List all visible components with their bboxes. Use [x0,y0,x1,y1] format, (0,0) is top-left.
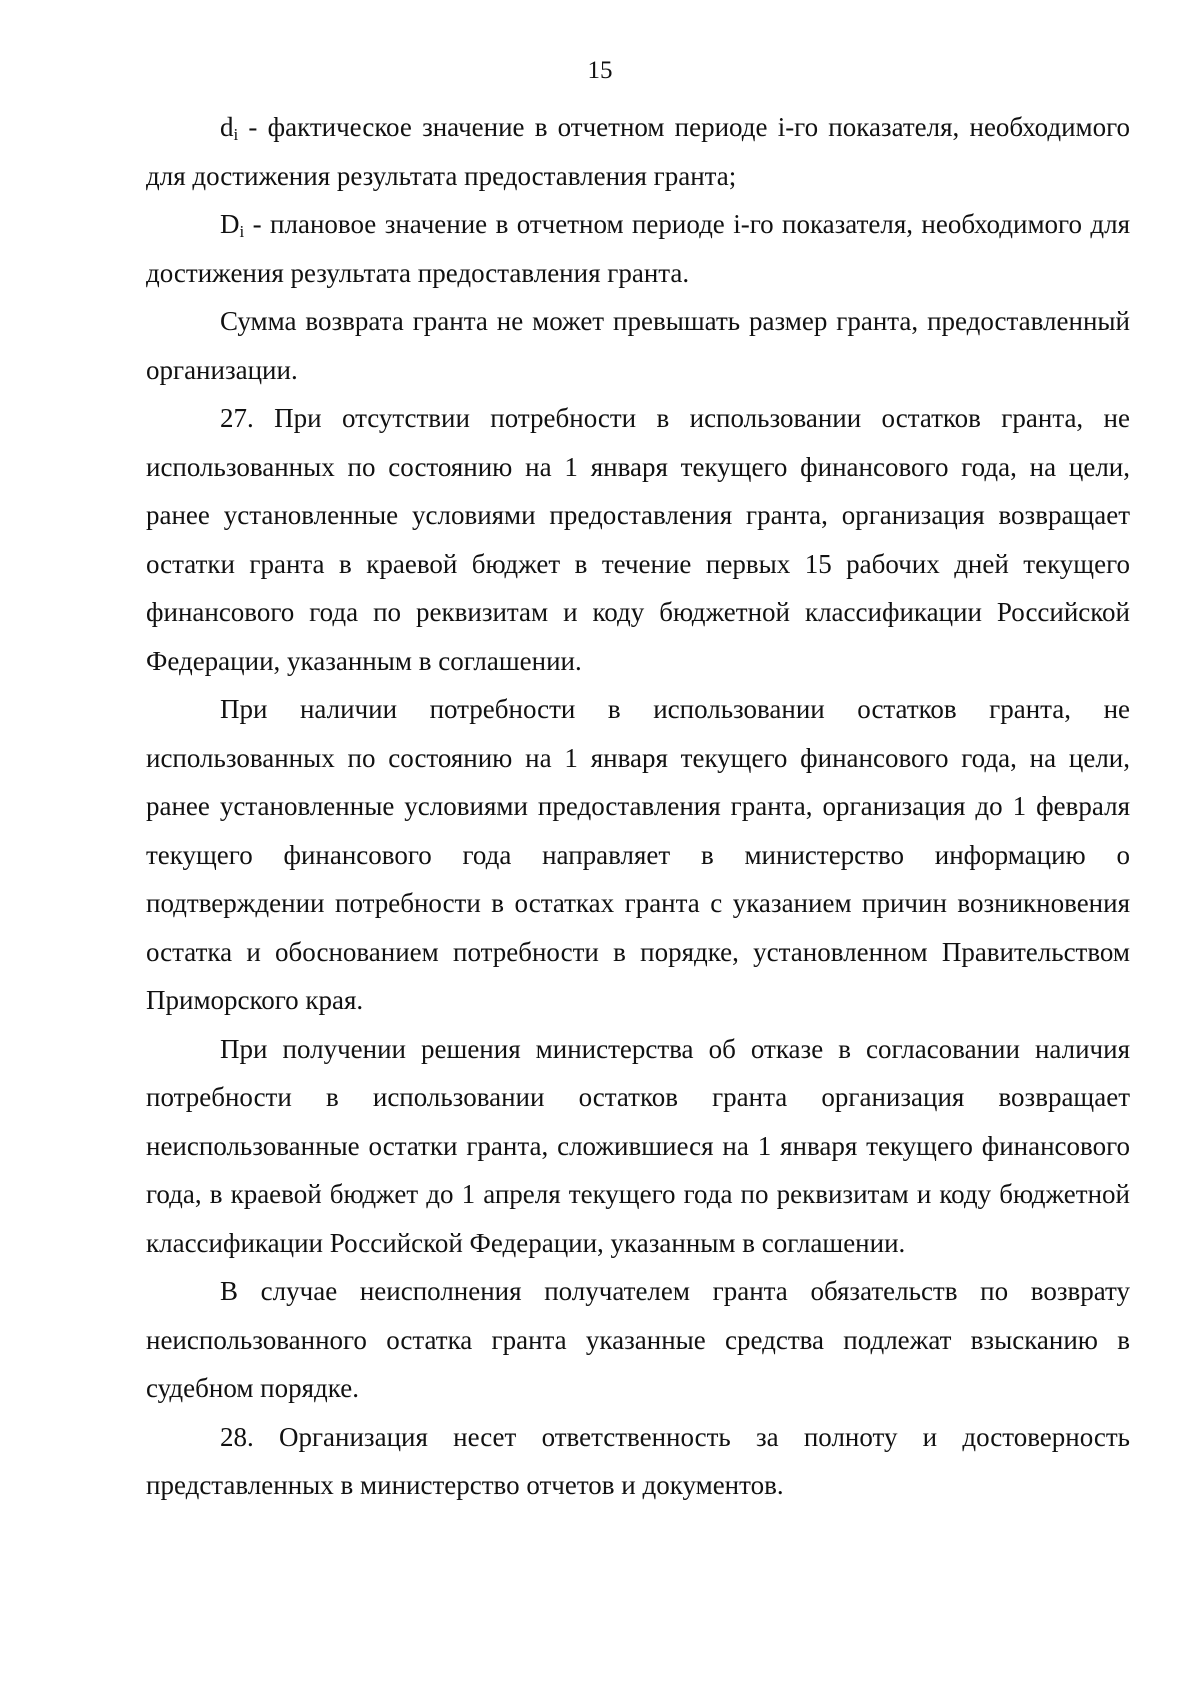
paragraph-remaining-need: При наличии потребности в использовании остатков гранта, не использованных по состоянию на 1 января текущего финансового года, на цели, ранее установленные условиями предоставления гранта, организация до 1 февраля текущего финансового года направляет в министерство информацию о подтверждении потребности в остатках гранта с указанием причин возникновения остатка и обоснованием потребности в порядке, установленном Правительством Приморского края. [146,694,1130,1015]
paragraph-actual-value-definition [146,103,1130,200]
paragraph-clause-27: 27. При отсутствии потребности в использовании остатков гранта, не использованных по состоянию на 1 января текущего финансового года, на цели, ранее установленные условиями предоставления гранта, организация возвращает остатки гранта в краевой бюджет в течение первых 15 рабочих дней текущего финансового года по реквизитам и коду бюджетной классификации Российской Федерации, указанным в соглашении. [146,403,1130,676]
formula-subscript: i [239,222,245,241]
paragraph-refusal-decision: При получении решения министерства об отказе в согласовании наличия потребности в использовании остатков гранта организация возвращает неиспользованные остатки гранта, сложившиеся на 1 января текущего финансового года, в краевой бюджет до 1 апреля текущего года по реквизитам и коду бюджетной классификации Российской Федерации, указанным в соглашении. [146,1033,1130,1258]
formula-symbol: D [220,209,240,239]
paragraph-refund-limit: Сумма возврата гранта не может превышать размер гранта, предоставленный организации. [146,306,1130,385]
formula-subscript: i [233,125,239,144]
paragraph-clause-28: 28. Организация несет ответственность за полноту и достоверность представленных в министерство отчетов и документов. [146,1421,1130,1500]
paragraph-text: - плановое значение в отчетном периоде i-го показателя, необходимого для достижения результата предоставления гранта. [146,209,1130,288]
paragraph-planned-value-definition [146,200,1130,297]
page-number: 15 [587,57,613,84]
document-body [146,103,1130,1510]
formula-symbol: d [220,112,234,142]
paragraph-text: - фактическое значение в отчетном периоде i-го показателя, необходимого для достижения результата предоставления гранта; [146,112,1130,191]
paragraph-court-recovery: В случае неисполнения получателем гранта обязательств по возврату неиспользованного остатка гранта указанные средства подлежат взысканию в судебном порядке. [146,1276,1130,1403]
